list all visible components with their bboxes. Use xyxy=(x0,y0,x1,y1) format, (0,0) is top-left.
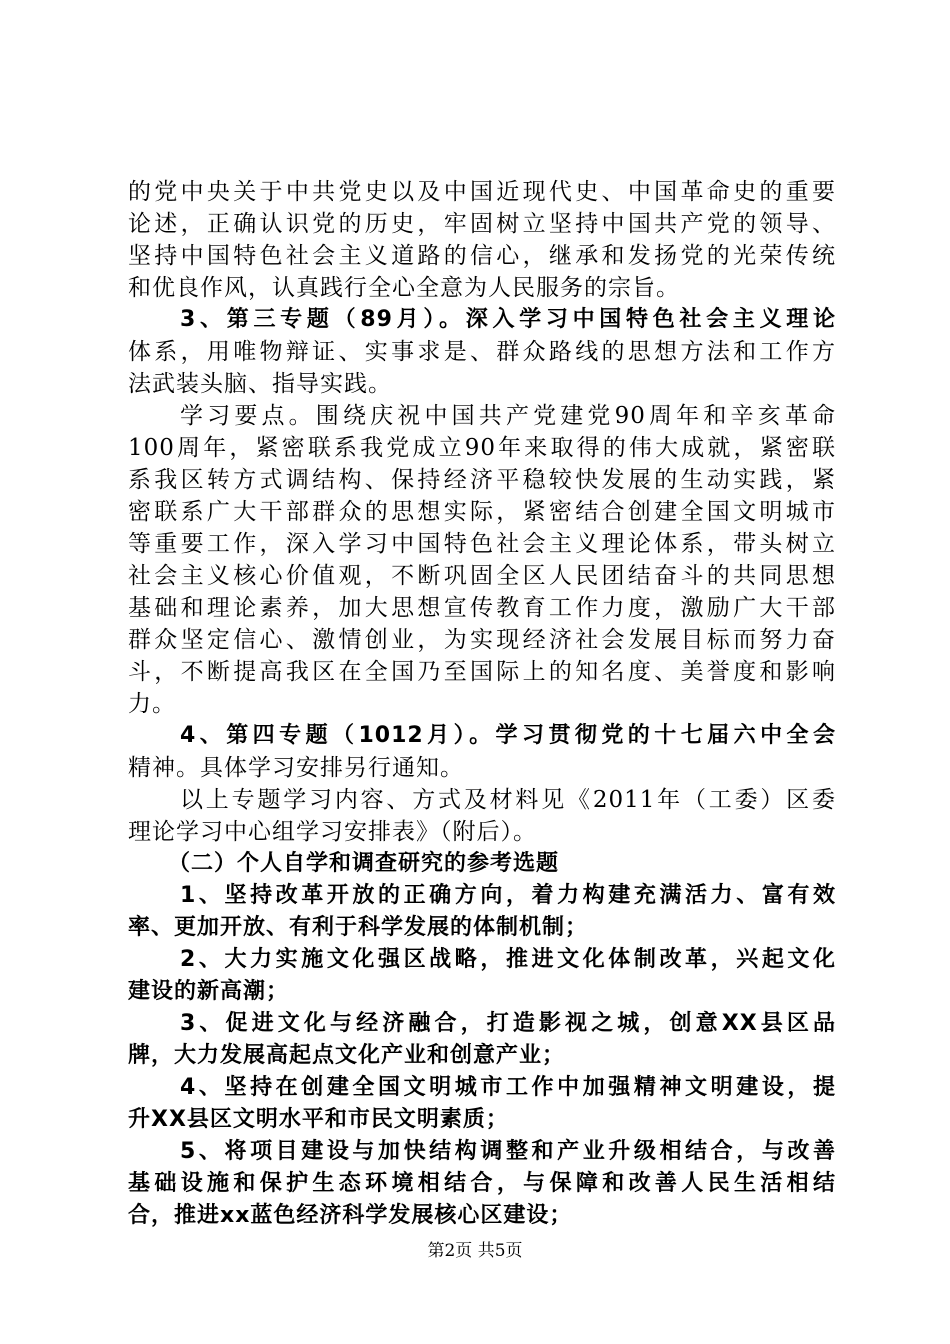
text-line: 力。 xyxy=(128,691,176,717)
text-line: 法武装头脑、指导实践。 xyxy=(128,371,392,397)
topic-item-2: 2、大力实施文化强区战略，推进文化体制改革，兴起文化 xyxy=(180,947,836,972)
topic-item-4: 4、坚持在创建全国文明城市工作中加强精神文明建设，提 xyxy=(180,1075,836,1100)
text-line: 理论学习中心组学习安排表》（附后）。 xyxy=(128,819,537,845)
text-line: 学习要点。围绕庆祝中国共产党建党90周年和辛亥革命 xyxy=(180,403,836,429)
section-heading-3: 3、第三专题（89月）。深入学习中国特色社会主义理论 xyxy=(180,307,836,332)
text-line: 群众坚定信心、激情创业，为实现经济社会发展目标而努力奋 xyxy=(128,627,836,653)
text-line: 论述，正确认识党的历史，牢固树立坚持中国共产党的领导、 xyxy=(128,211,836,237)
text-line: 社会主义核心价值观，不断巩固全区人民团结奋斗的共同思想 xyxy=(128,563,836,589)
topic-item-1-cont: 率、更加开放、有利于科学发展的体制机制； xyxy=(128,915,589,940)
text-line: 系我区转方式调结构、保持经济平稳较快发展的生动实践，紧 xyxy=(128,467,836,493)
text-line: 斗，不断提高我区在全国乃至国际上的知名度、美誉度和影响 xyxy=(128,659,836,685)
text-line: 等重要工作，深入学习中国特色社会主义理论体系，带头树立 xyxy=(128,531,836,557)
text-line: 体系，用唯物辩证、实事求是、群众路线的思想方法和工作方 xyxy=(128,339,836,365)
text-line: 和优良作风，认真践行全心全意为人民服务的宗旨。 xyxy=(128,275,680,301)
text-line: 精神。具体学习安排另行通知。 xyxy=(128,755,464,781)
text-line: 基础和理论素养，加大思想宣传教育工作力度，激励广大干部 xyxy=(128,595,836,621)
text-line: 合，推进xx蓝色经济科学发展核心区建设； xyxy=(128,1203,573,1228)
topic-item-2-cont: 建设的新高潮； xyxy=(128,979,290,1004)
subsection-heading: （二）个人自学和调查研究的参考选题 xyxy=(168,851,560,876)
text-line: 100周年，紧密联系我党成立90年来取得的伟大成就，紧密联 xyxy=(128,435,836,461)
topic-item-3-cont: 牌，大力发展高起点文化产业和创意产业； xyxy=(128,1043,566,1068)
text-line: 以上专题学习内容、方式及材料见《2011年（工委）区委 xyxy=(180,787,836,813)
text-line: 5、将项目建设与加快结构调整和产业升级相结合，与改善 xyxy=(180,1139,836,1164)
topic-item-1: 1、坚持改革开放的正确方向，着力构建充满活力、富有效 xyxy=(180,883,836,908)
text-line: 的党中央关于中共党史以及中国近现代史、中国革命史的重要 xyxy=(128,179,836,205)
text-line: 坚持中国特色社会主义道路的信心，继承和发扬党的光荣传统 xyxy=(128,243,836,269)
text-line: 升XX县区文明水平和市民文明素质； xyxy=(128,1107,509,1132)
topic-item-3: 3、促进文化与经济融合，打造影视之城，创意XX县区品 xyxy=(180,1011,836,1036)
page-footer: 第2页 共5页 xyxy=(427,1241,523,1261)
text-line: 密联系广大干部群众的思想实际，紧密结合创建全国文明城市 xyxy=(128,499,836,525)
section-heading-4: 4、第四专题（1012月）。学习贯彻党的十七届六中全会 xyxy=(180,723,836,748)
text-line: 基础设施和保护生态环境相结合，与保障和改善人民生活相结 xyxy=(128,1171,836,1196)
